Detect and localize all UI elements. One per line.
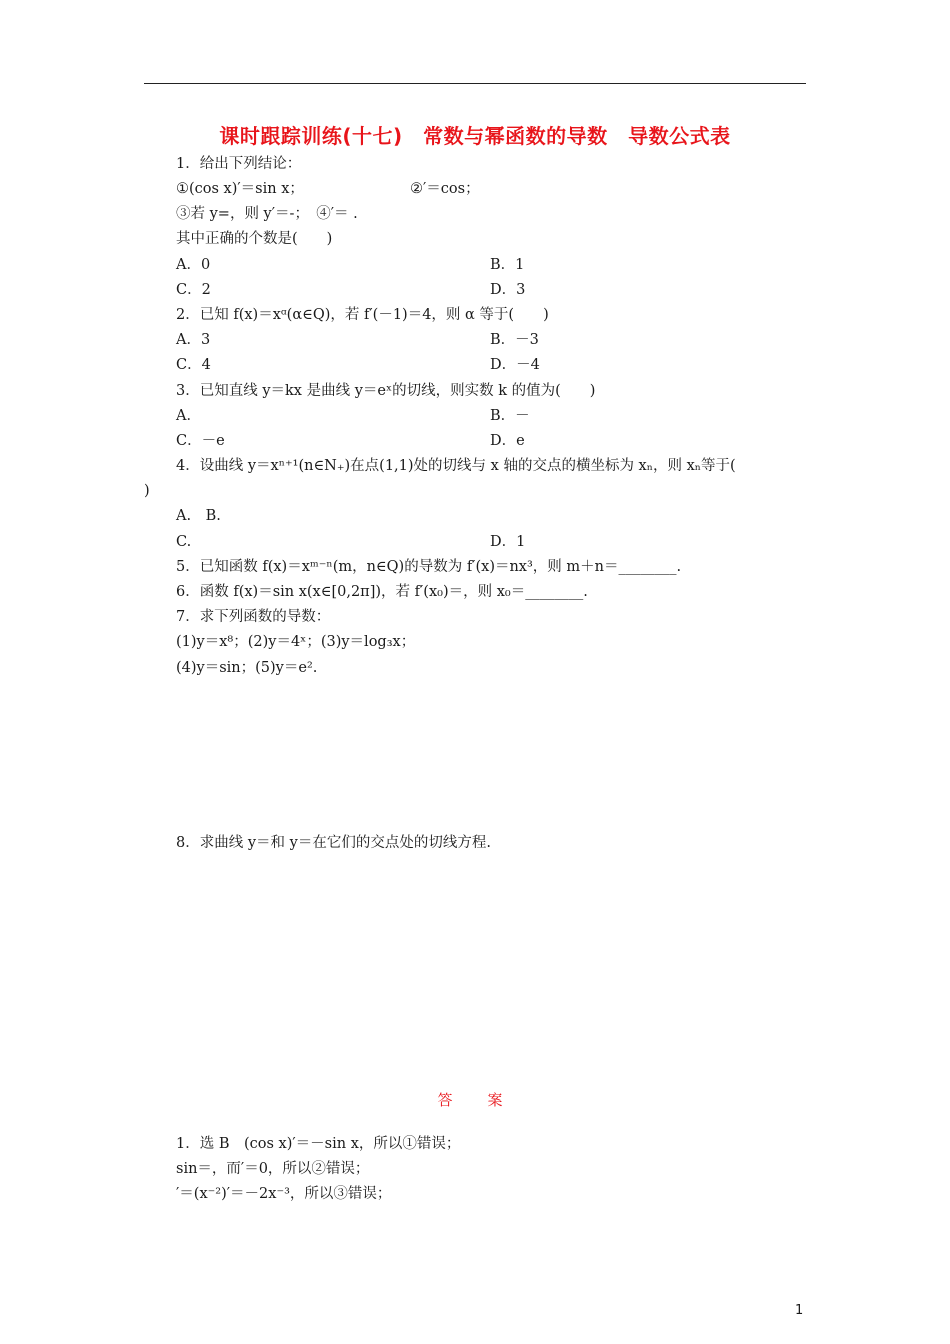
question-line: ) xyxy=(144,483,150,499)
question-line: A．3 xyxy=(176,332,211,348)
question-line: 7．求下列函数的导数： xyxy=(176,609,331,625)
question-line: 8．求曲线 y＝和 y＝在它们的交点处的切线方程. xyxy=(176,835,491,851)
answer-line: sin＝，而′＝0，所以②错误； xyxy=(176,1161,370,1177)
question-line: C．－e xyxy=(176,433,225,449)
question-line: 3．已知直线 y＝kx 是曲线 y＝eˣ的切线，则实数 k 的值为( ) xyxy=(176,383,596,399)
answer-line: ′＝(x⁻²)′＝－2x⁻³，所以③错误； xyxy=(176,1186,392,1202)
question-line: (1)y＝x⁸；(2)y＝4ˣ；(3)y＝log₃x； xyxy=(176,634,416,650)
question-line: A．0 xyxy=(176,257,211,273)
question-line: (4)y＝sin；(5)y＝e². xyxy=(176,660,318,676)
question-line: D．－4 xyxy=(490,357,540,373)
question-line: 1．给出下列结论： xyxy=(176,156,302,172)
question-line: B．－ xyxy=(490,408,530,424)
answer-line: 1．选 B (cos x)′＝－sin x，所以①错误； xyxy=(176,1136,461,1152)
question-line: A. B. xyxy=(176,508,221,524)
question-line: B．－3 xyxy=(490,332,539,348)
question-line: 其中正确的个数是( ) xyxy=(176,231,333,247)
answers-heading: 答 案 xyxy=(437,1091,513,1109)
page-number: 1 xyxy=(795,1303,804,1318)
question-line: C．2 xyxy=(176,282,211,298)
question-line: ①(cos x)′＝sin x； xyxy=(176,181,304,197)
question-line: A． xyxy=(176,408,201,424)
question-line: 2．已知 f(x)＝xᵅ(α∈Q)，若 f′(－1)＝4，则 α 等于( ) xyxy=(176,307,549,323)
question-line: ③若 y=，则 y′＝-； ④′＝ . xyxy=(176,206,358,222)
question-line: 4．设曲线 y＝xⁿ⁺¹(n∈N₊)在点(1,1)处的切线与 x 轴的交点的横坐标为 xₙ，则 xₙ等于( xyxy=(176,458,736,474)
question-line: D．1 xyxy=(490,534,526,550)
question-line: D．e xyxy=(490,433,525,449)
question-line: C．4 xyxy=(176,357,211,373)
header-rule xyxy=(144,83,806,84)
question-line: B．1 xyxy=(490,257,525,273)
question-line: 6．函数 f(x)＝sin x(x∈[0,2π])，若 f′(x₀)＝，则 x₀＝________. xyxy=(176,584,588,600)
page-title: 课时跟踪训练(十七) 常数与幂函数的导数 导数公式表 xyxy=(219,124,731,148)
question-line: ②′＝cos； xyxy=(410,181,480,197)
question-line: D．3 xyxy=(490,282,526,298)
question-line: 5．已知函数 f(x)＝xᵐ⁻ⁿ(m，n∈Q)的导数为 f′(x)＝nx³，则 m＋n＝________. xyxy=(176,559,682,575)
question-line: C. xyxy=(176,534,192,550)
